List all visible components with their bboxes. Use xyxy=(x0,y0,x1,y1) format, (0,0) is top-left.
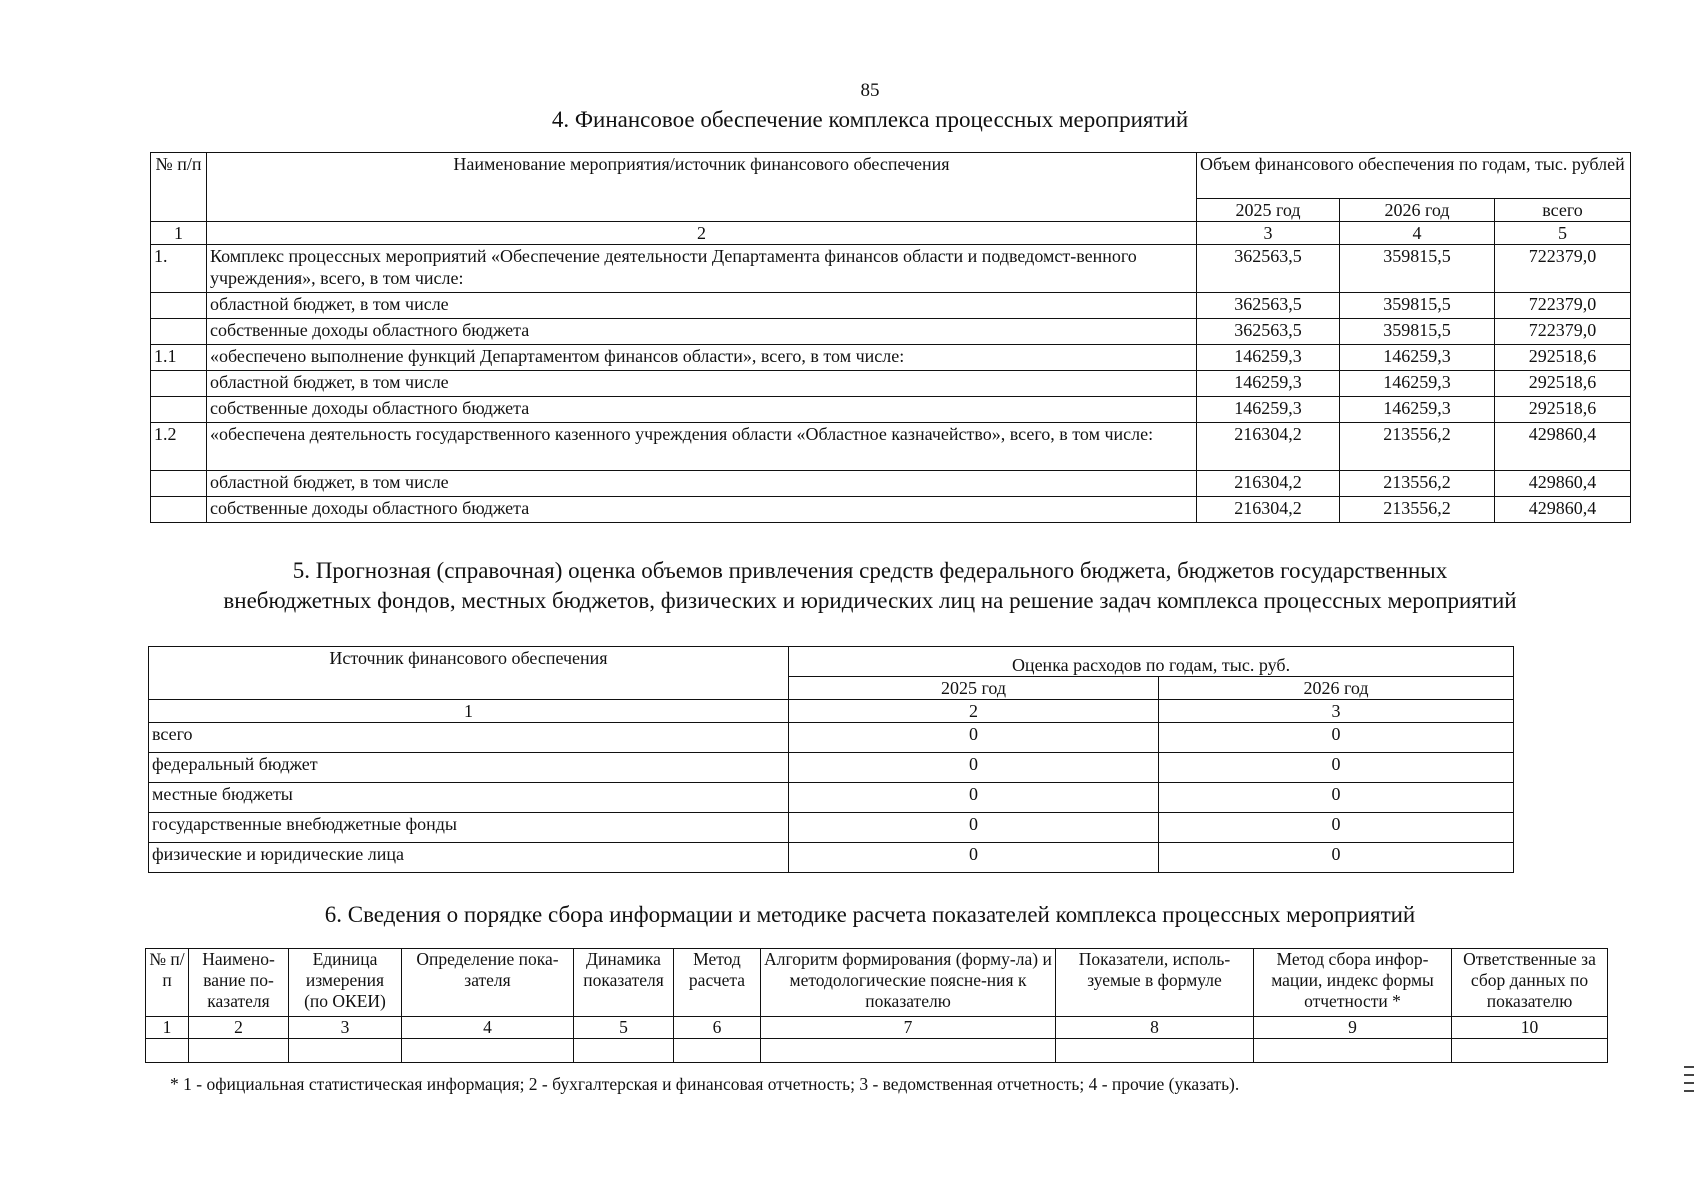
header-2026: 2026 год xyxy=(1159,677,1514,700)
colnum: 5 xyxy=(574,1017,674,1039)
colnum: 3 xyxy=(289,1017,402,1039)
row-2025: 0 xyxy=(789,843,1159,873)
methodology-table xyxy=(145,948,1608,1063)
row-2026: 146259,3 xyxy=(1340,345,1495,371)
header-col5: Динамика показателя xyxy=(574,949,674,1017)
header-col4: Определение пока-зателя xyxy=(402,949,574,1017)
empty-cell xyxy=(289,1039,402,1063)
row-2026: 213556,2 xyxy=(1340,497,1495,523)
estimate-table xyxy=(148,646,1514,873)
column-numbers-row xyxy=(146,1017,1608,1039)
row-2025: 0 xyxy=(789,723,1159,753)
table-row xyxy=(149,813,1514,843)
header-total: всего xyxy=(1495,199,1631,222)
page-number: 85 xyxy=(860,80,880,101)
row-total: 429860,4 xyxy=(1495,423,1631,471)
row-total: 429860,4 xyxy=(1495,497,1631,523)
empty-cell xyxy=(1254,1039,1452,1063)
header-num: № п/п xyxy=(151,153,207,222)
row-num: 1.2 xyxy=(151,423,207,471)
empty-row xyxy=(146,1039,1608,1063)
empty-cell xyxy=(574,1039,674,1063)
header-col9: Метод сбора инфор-мации, индекс формы отчетности * xyxy=(1254,949,1452,1017)
empty-cell xyxy=(674,1039,761,1063)
header-estimate: Оценка расходов по годам, тыс. руб. xyxy=(789,647,1514,677)
row-source: местные бюджеты xyxy=(149,783,789,813)
row-2026: 146259,3 xyxy=(1340,371,1495,397)
colnum: 3 xyxy=(1159,700,1514,723)
colnum: 2 xyxy=(789,700,1159,723)
colnum: 1 xyxy=(151,222,207,245)
table-row xyxy=(151,471,1631,497)
row-name: «обеспечено выполнение функций Департаментом финансов области», всего, в том числе: xyxy=(207,345,1197,371)
row-source: государственные внебюджетные фонды xyxy=(149,813,789,843)
row-2026: 146259,3 xyxy=(1340,397,1495,423)
header-col10: Ответственные за сбор данных по показателю xyxy=(1452,949,1608,1017)
header-col1: № п/п xyxy=(146,949,189,1017)
row-2026: 0 xyxy=(1159,753,1514,783)
table-row xyxy=(149,753,1514,783)
colnum: 2 xyxy=(189,1017,289,1039)
row-2025: 0 xyxy=(789,813,1159,843)
section5-title-line1: 5. Прогнозная (справочная) оценка объемов привлечения средств федерального бюджета, бюджетов государственных xyxy=(292,558,1448,583)
colnum: 7 xyxy=(761,1017,1056,1039)
row-2025: 216304,2 xyxy=(1197,423,1340,471)
empty-cell xyxy=(146,1039,189,1063)
row-num: 1. xyxy=(151,245,207,293)
section6-title: 6. Сведения о порядке сбора информации и методике расчета показателей комплекса процессных мероприятий xyxy=(324,902,1416,927)
table-row xyxy=(151,319,1631,345)
row-total: 429860,4 xyxy=(1495,471,1631,497)
header-source: Источник финансового обеспечения xyxy=(149,647,789,700)
empty-cell xyxy=(189,1039,289,1063)
footnote: * 1 - официальная статистическая информация; 2 - бухгалтерская и финансовая отчетность; 3 - ведомственная отчетность; 4 - прочие (указать). xyxy=(170,1074,1240,1094)
header-name: Наименование мероприятия/источник финансового обеспечения xyxy=(207,153,1197,222)
row-num xyxy=(151,371,207,397)
row-source: всего xyxy=(149,723,789,753)
row-total: 722379,0 xyxy=(1495,319,1631,345)
colnum: 4 xyxy=(1340,222,1495,245)
row-total: 292518,6 xyxy=(1495,345,1631,371)
header-col3: Единица измерения (по ОКЕИ) xyxy=(289,949,402,1017)
colnum: 6 xyxy=(674,1017,761,1039)
row-2026: 359815,5 xyxy=(1340,293,1495,319)
empty-cell xyxy=(1452,1039,1608,1063)
header-col6: Метод расчета xyxy=(674,949,761,1017)
header-col2: Наимено-вание по-казателя xyxy=(189,949,289,1017)
row-2025: 362563,5 xyxy=(1197,245,1340,293)
row-2025: 362563,5 xyxy=(1197,293,1340,319)
table-row xyxy=(151,423,1631,471)
row-2026: 0 xyxy=(1159,723,1514,753)
row-num xyxy=(151,497,207,523)
empty-cell xyxy=(761,1039,1056,1063)
row-2026: 0 xyxy=(1159,783,1514,813)
header-col7: Алгоритм формирования (форму-ла) и методологические поясне-ния к показателю xyxy=(761,949,1056,1017)
row-name: Комплекс процессных мероприятий «Обеспечение деятельности Департамента финансов области и подведомст-венного учреждения», всего, в том числе: xyxy=(207,245,1197,293)
colnum: 10 xyxy=(1452,1017,1608,1039)
table-row xyxy=(149,843,1514,873)
empty-cell xyxy=(1056,1039,1254,1063)
header-2025: 2025 год xyxy=(1197,199,1340,222)
row-num: 1.1 xyxy=(151,345,207,371)
table-row xyxy=(151,293,1631,319)
colnum: 3 xyxy=(1197,222,1340,245)
colnum: 1 xyxy=(149,700,789,723)
row-2025: 216304,2 xyxy=(1197,471,1340,497)
row-name: собственные доходы областного бюджета xyxy=(207,319,1197,345)
row-2026: 359815,5 xyxy=(1340,319,1495,345)
header-2026: 2026 год xyxy=(1340,199,1495,222)
row-total: 292518,6 xyxy=(1495,397,1631,423)
row-2025: 146259,3 xyxy=(1197,397,1340,423)
row-name: областной бюджет, в том числе xyxy=(207,293,1197,319)
row-source: федеральный бюджет xyxy=(149,753,789,783)
row-name: «обеспечена деятельность государственного казенного учреждения области «Областное казначейство», всего, в том числе: xyxy=(207,423,1197,471)
colnum: 4 xyxy=(402,1017,574,1039)
row-2025: 0 xyxy=(789,753,1159,783)
row-num xyxy=(151,319,207,345)
table-row xyxy=(151,371,1631,397)
row-num xyxy=(151,471,207,497)
table-row xyxy=(151,397,1631,423)
table-row xyxy=(149,783,1514,813)
financing-table xyxy=(150,152,1631,523)
colnum: 5 xyxy=(1495,222,1631,245)
row-2026: 0 xyxy=(1159,843,1514,873)
row-total: 722379,0 xyxy=(1495,245,1631,293)
column-numbers-row xyxy=(149,700,1514,723)
table-row xyxy=(151,345,1631,371)
row-2026: 0 xyxy=(1159,813,1514,843)
row-num xyxy=(151,293,207,319)
row-2025: 0 xyxy=(789,783,1159,813)
row-total: 722379,0 xyxy=(1495,293,1631,319)
column-numbers-row xyxy=(151,222,1631,245)
row-num xyxy=(151,397,207,423)
colnum: 9 xyxy=(1254,1017,1452,1039)
row-source: физические и юридические лица xyxy=(149,843,789,873)
header-col8: Показатели, исполь-зуемые в формуле xyxy=(1056,949,1254,1017)
table-row xyxy=(151,497,1631,523)
header-volume: Объем финансового обеспечения по годам, тыс. рублей xyxy=(1197,153,1631,199)
row-2025: 216304,2 xyxy=(1197,497,1340,523)
header-2025: 2025 год xyxy=(789,677,1159,700)
row-2026: 213556,2 xyxy=(1340,471,1495,497)
row-total: 292518,6 xyxy=(1495,371,1631,397)
row-2026: 213556,2 xyxy=(1340,423,1495,471)
section4-title: 4. Финансовое обеспечение комплекса процессных мероприятий xyxy=(551,107,1189,132)
empty-cell xyxy=(402,1039,574,1063)
row-name: собственные доходы областного бюджета xyxy=(207,397,1197,423)
colnum: 1 xyxy=(146,1017,189,1039)
scan-edge-marks xyxy=(1684,1060,1694,1098)
row-name: собственные доходы областного бюджета xyxy=(207,497,1197,523)
colnum: 8 xyxy=(1056,1017,1254,1039)
table-row xyxy=(149,723,1514,753)
row-2025: 146259,3 xyxy=(1197,345,1340,371)
row-2025: 362563,5 xyxy=(1197,319,1340,345)
row-2025: 146259,3 xyxy=(1197,371,1340,397)
row-name: областной бюджет, в том числе xyxy=(207,471,1197,497)
colnum: 2 xyxy=(207,222,1197,245)
section5-title-line2: внебюджетных фондов, местных бюджетов, физических и юридических лиц на решение задач комплекса процессных мероприятий xyxy=(223,588,1517,613)
row-2026: 359815,5 xyxy=(1340,245,1495,293)
table-row xyxy=(151,245,1631,293)
section5-title xyxy=(0,556,1697,616)
row-name: областной бюджет, в том числе xyxy=(207,371,1197,397)
